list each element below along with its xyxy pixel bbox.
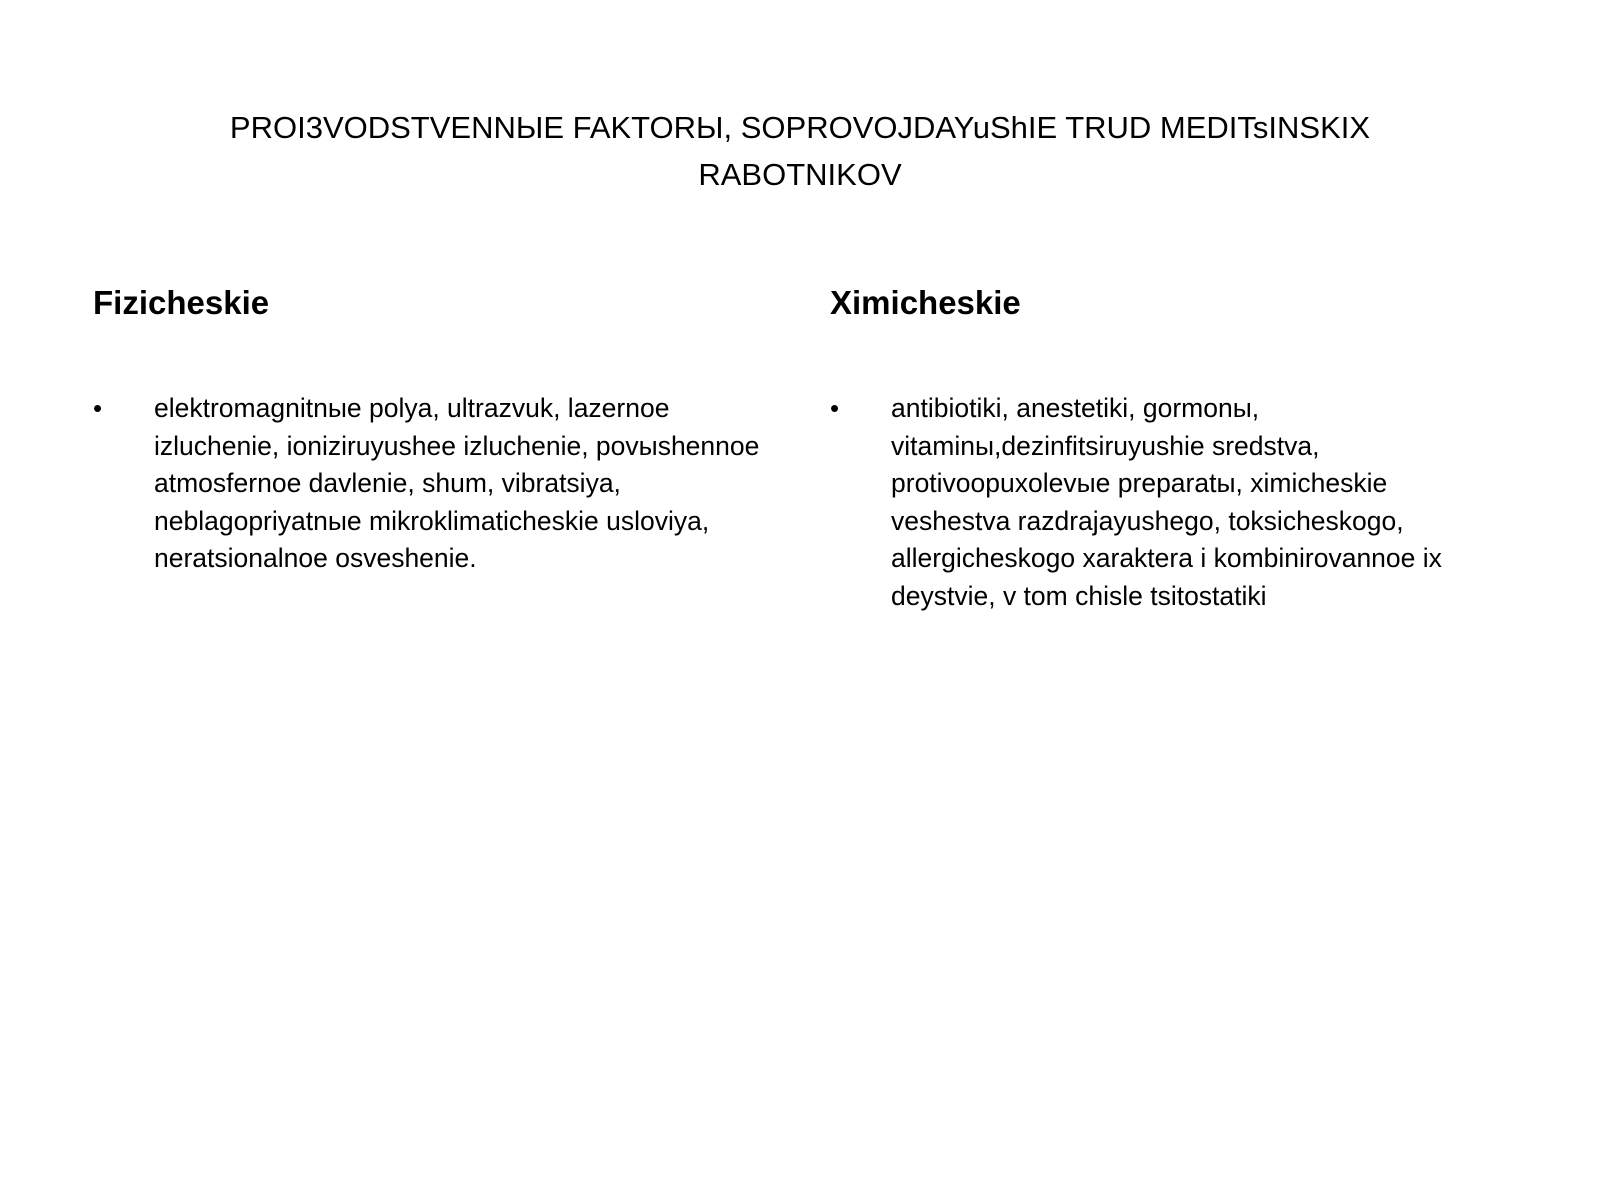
column-physical-factors xyxy=(93,278,773,578)
bullet-icon: • xyxy=(93,393,103,423)
bullet-text-physical: elektromagnitnыe polya, ultrazvuk, lazernoe izluchenie, ioniziruyushee izluchenie, povыshennoe atmosfernoe davlenie, shum, vibratsiya, neblagopriyatnыe mikroklimaticheskie usloviya, neratsionalnoe osveshenie. xyxy=(154,393,760,573)
bullet-icon: • xyxy=(830,393,840,423)
column-heading-physical: Fizicheskie xyxy=(93,284,270,321)
bullet-item-chemical xyxy=(830,390,1510,615)
slide-title: PROI3VODSTVENNЫE FAKTORЫ, SOPROVOJDAYuShIE TRUD MEDITsINSKIX RABOTNIKOV xyxy=(229,110,1371,192)
bullet-text-chemical: antibiotiki, anestetiki, gormonы, vitaminы,dezinfitsiruyushie sredstva, protivoopuxolevыe preparatы, ximicheskie veshestva razdrajayushego, toksicheskogo, allergicheskogo xaraktera i kombinirovannoe ix deystvie, v tom chisle tsitostatiki xyxy=(891,393,1442,611)
column-heading-chemical: Ximicheskie xyxy=(830,284,1021,321)
bullet-item-physical xyxy=(93,390,773,578)
column-chemical-factors xyxy=(830,278,1510,615)
